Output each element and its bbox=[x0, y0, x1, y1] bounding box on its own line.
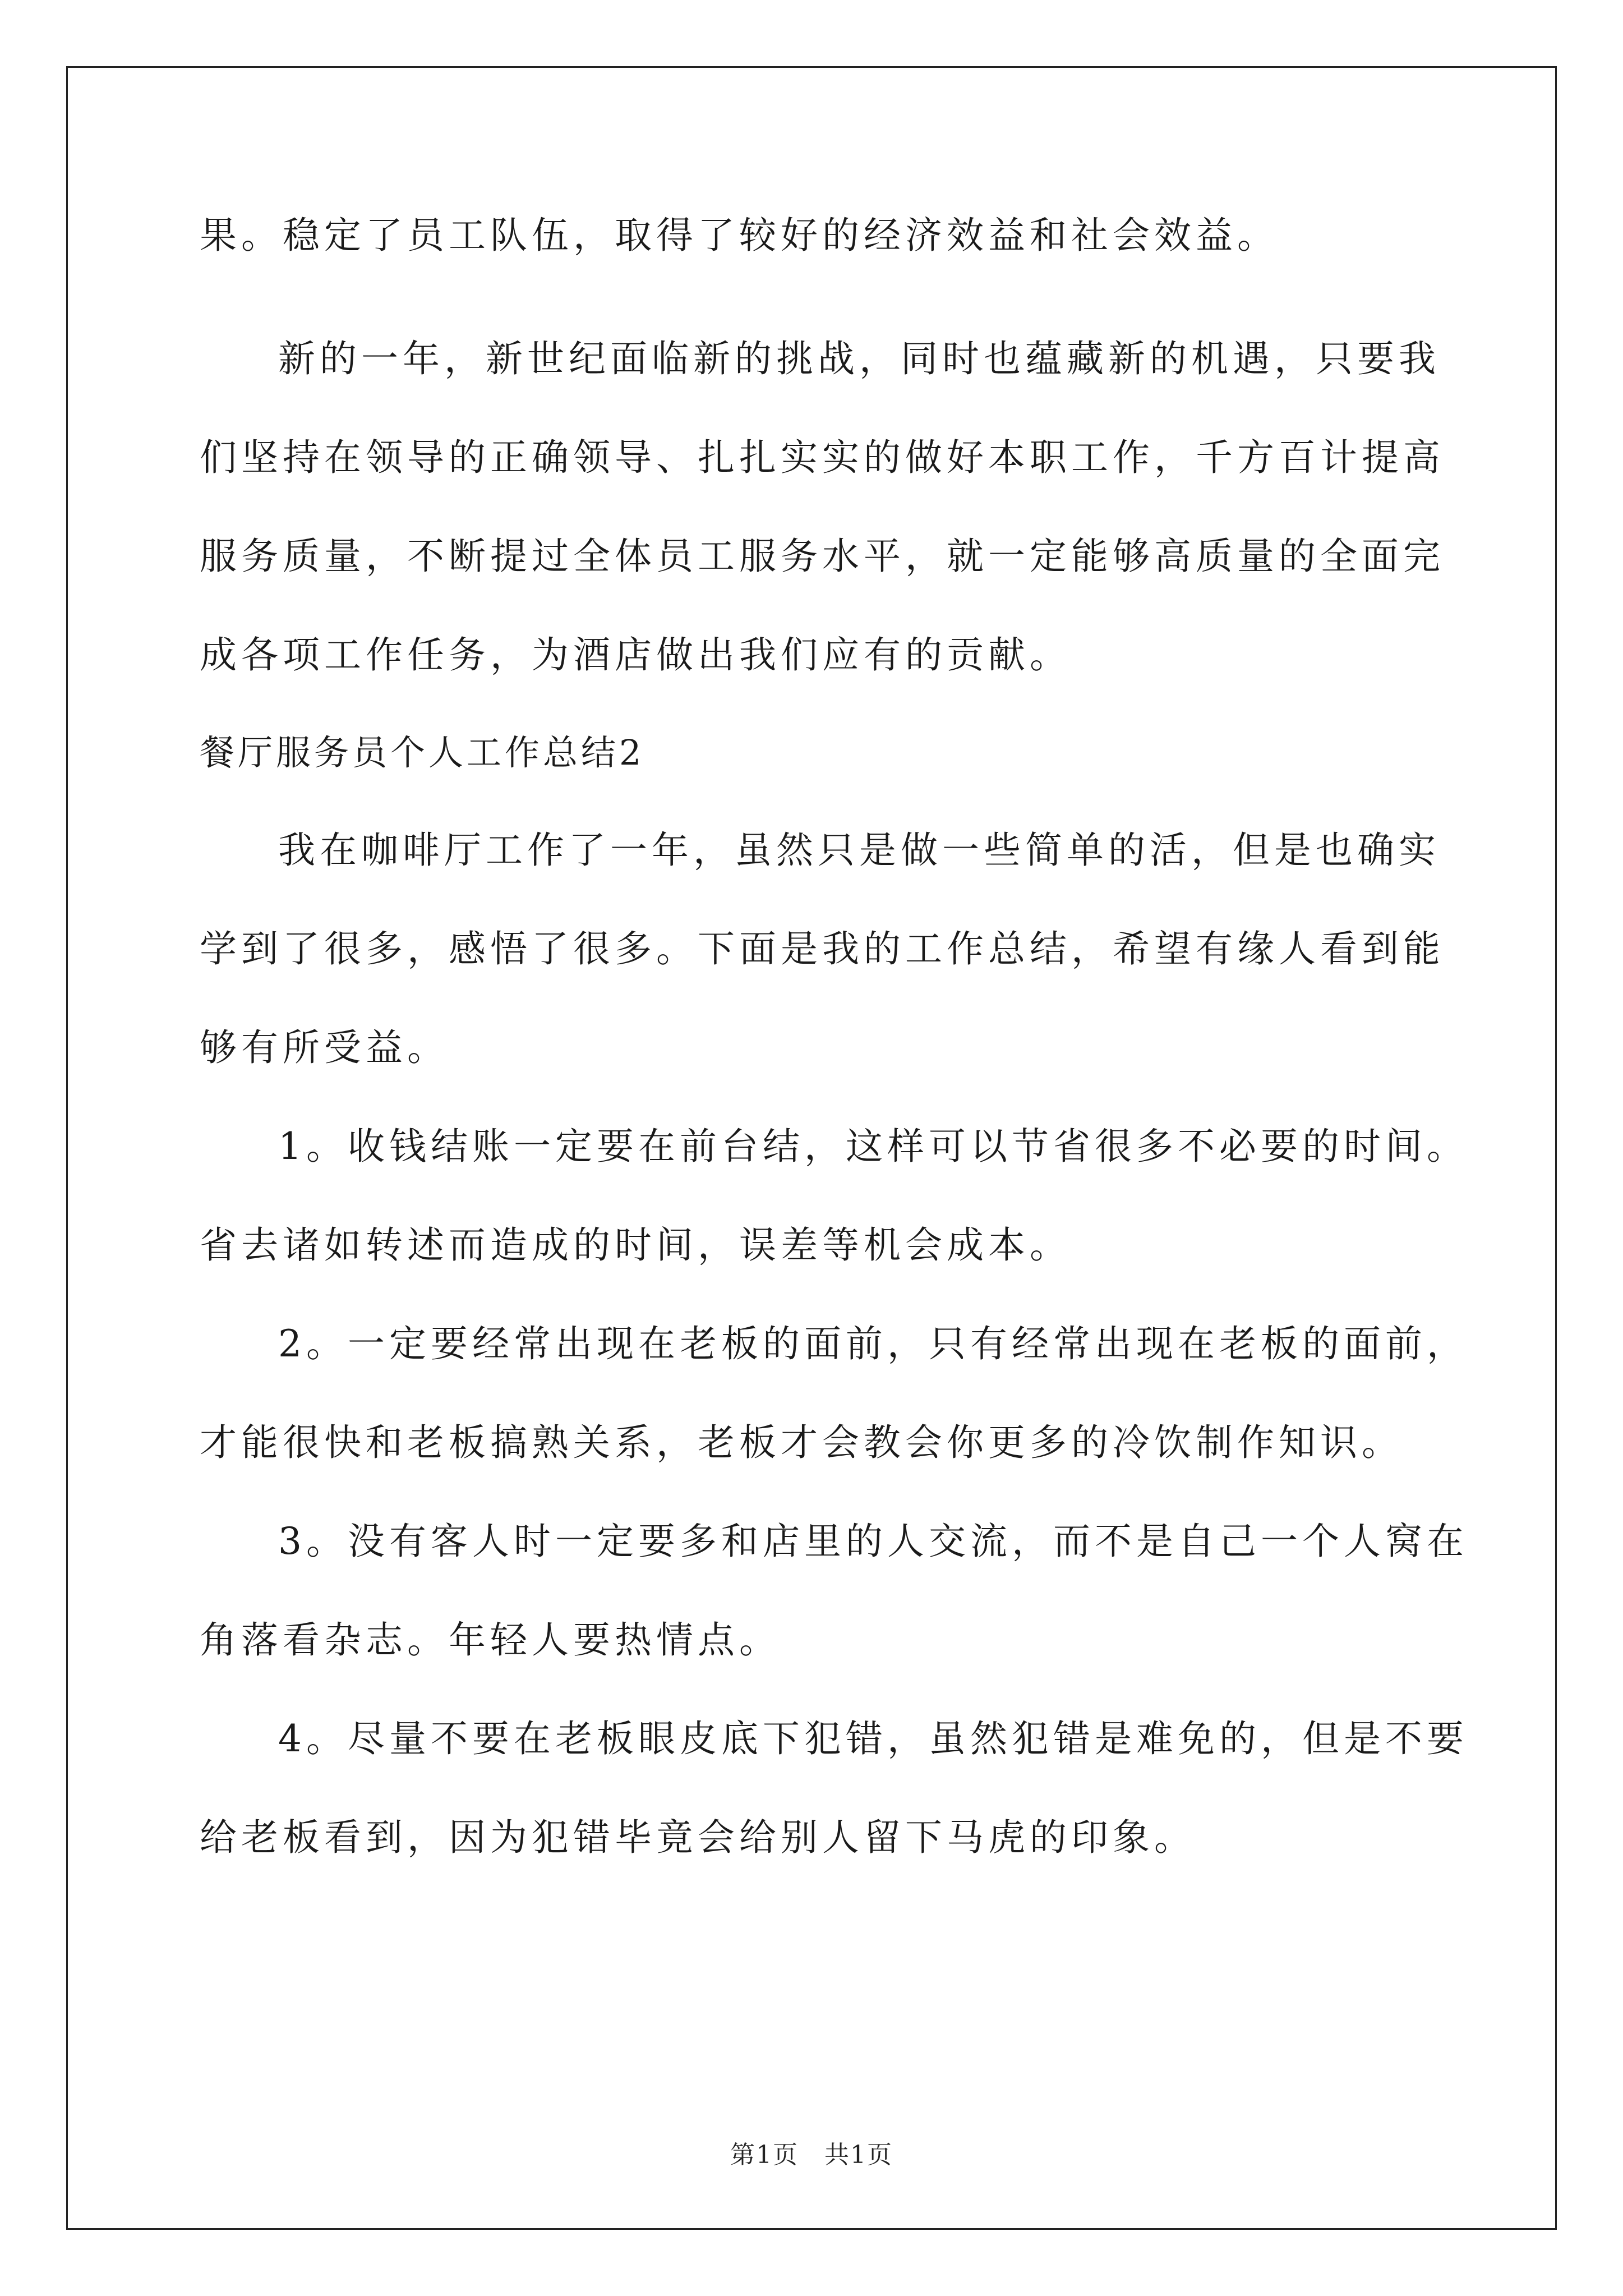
list-item-line: 给老板看到，因为犯错毕竟会给别人留下马虎的印象。 bbox=[200, 1816, 1196, 1859]
paragraph-line: 够有所受益。 bbox=[200, 1026, 449, 1069]
paragraph-line: 新的一年，新世纪面临新的挑战，同时也蕴藏新的机遇，只要我 bbox=[278, 337, 1440, 380]
list-item-line: 角落看杂志。年轻人要热情点。 bbox=[200, 1618, 781, 1662]
list-item-line: 省去诸如转述而造成的时间，误差等机会成本。 bbox=[200, 1223, 1071, 1267]
page-number-footer: 第1页 共1页 bbox=[730, 2141, 893, 2169]
list-item-line: 1。收钱结账一定要在前台结，这样可以节省很多不必要的时间。 bbox=[278, 1125, 1468, 1168]
paragraph-line: 服务质量，不断提过全体员工服务水平，就一定能够高质量的全面完 bbox=[200, 535, 1445, 578]
paragraph-line: 我在咖啡厅工作了一年，虽然只是做一些简单的活，但是也确实 bbox=[278, 829, 1440, 872]
paragraph-line: 学到了很多，感悟了很多。下面是我的工作总结，希望有缘人看到能 bbox=[200, 927, 1445, 970]
paragraph-line: 们坚持在领导的正确领导、扎扎实实的做好本职工作，千方百计提高 bbox=[200, 436, 1445, 479]
paragraph-line: 果。稳定了员工队伍，取得了较好的经济效益和社会效益。 bbox=[200, 214, 1279, 257]
list-item-line: 4。尽量不要在老板眼皮底下犯错，虽然犯错是难免的，但是不要 bbox=[278, 1717, 1468, 1760]
section-heading: 餐厅服务员个人工作总结2 bbox=[200, 732, 645, 773]
list-item-line: 2。一定要经常出现在老板的面前，只有经常出现在老板的面前， bbox=[278, 1322, 1468, 1365]
list-item-line: 3。没有客人时一定要多和店里的人交流，而不是自己一个人窝在 bbox=[278, 1520, 1468, 1563]
list-item-line: 才能很快和老板搞熟关系，老板才会教会你更多的冷饮制作知识。 bbox=[200, 1421, 1403, 1464]
paragraph-line: 成各项工作任务，为酒店做出我们应有的贡献。 bbox=[200, 633, 1071, 677]
